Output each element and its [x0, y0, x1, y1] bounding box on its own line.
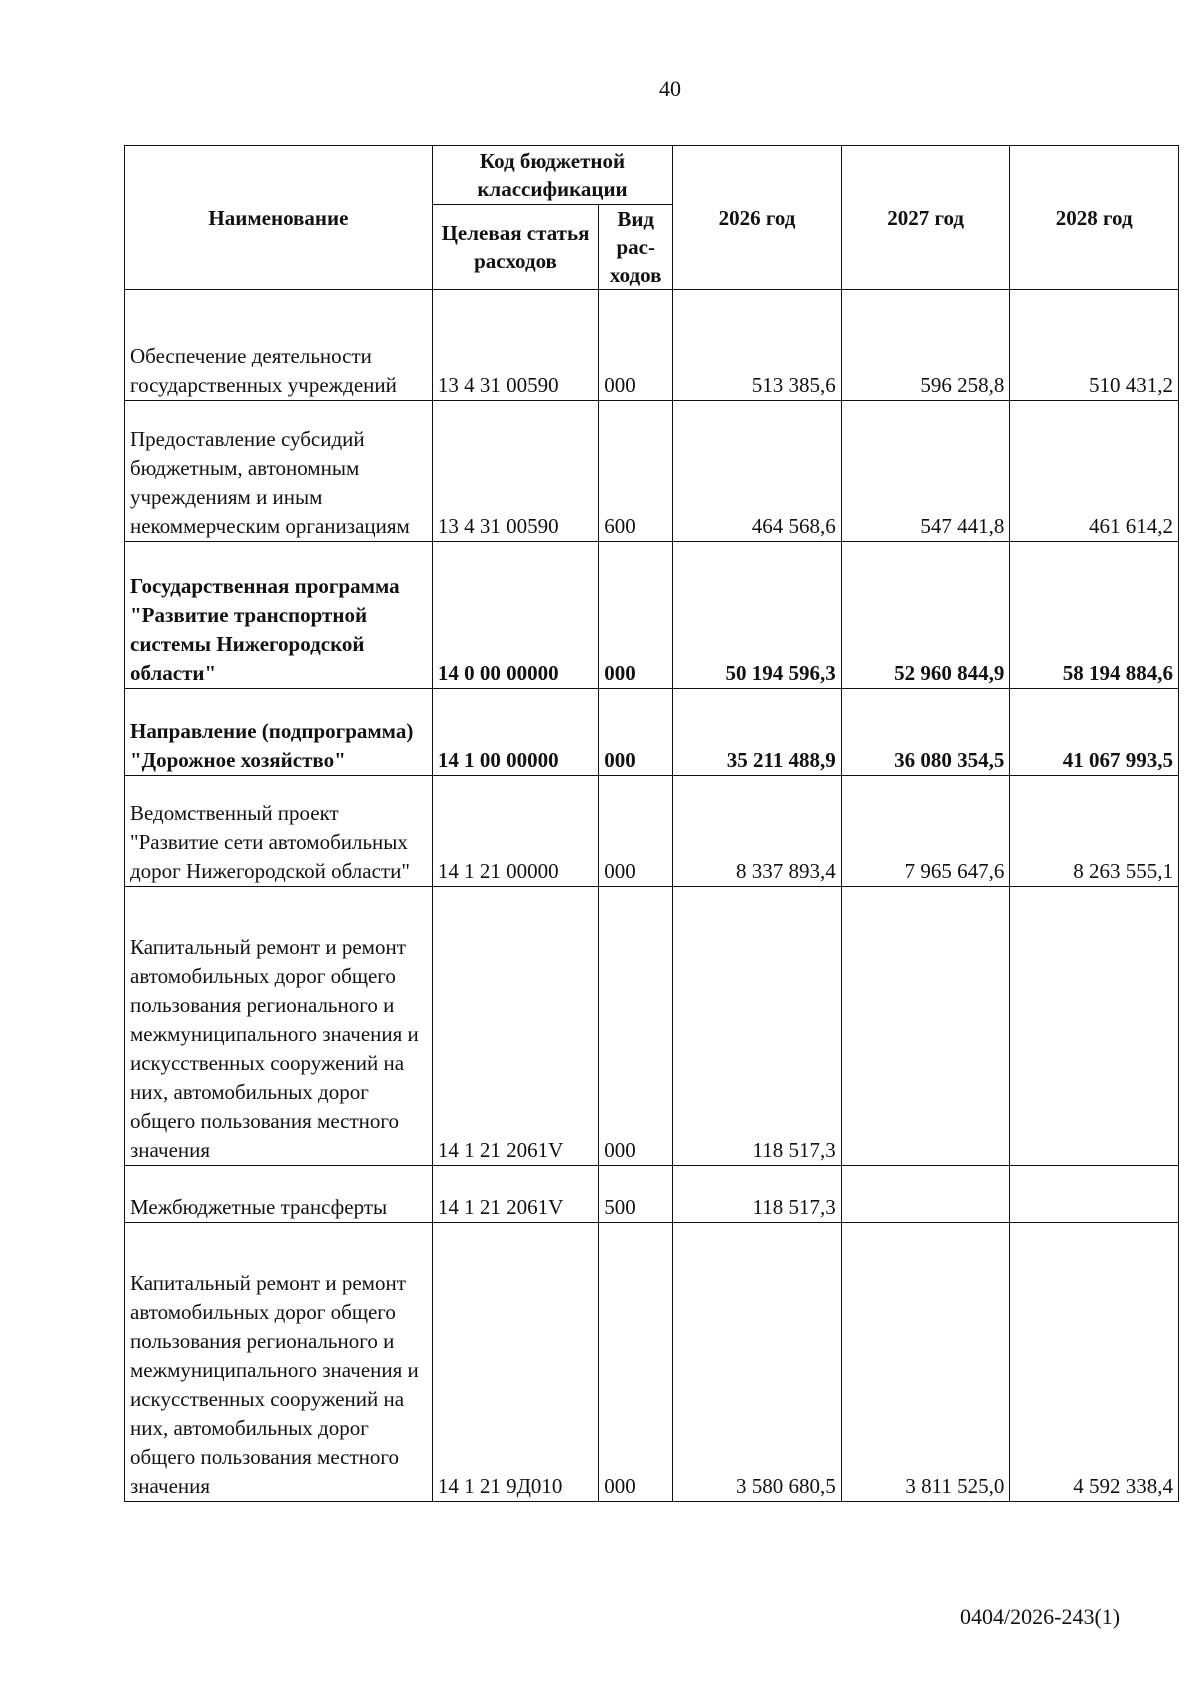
row-name: Ведомственный проект "Развитие сети автомобильных дорог Нижегородской области"	[125, 776, 433, 887]
row-value-2028: 8 263 555,1	[1010, 776, 1179, 887]
row-expense-kind: 000	[599, 689, 673, 776]
row-name: Государственная программа "Развитие транспортной системы Нижегородской области"	[125, 542, 433, 689]
row-name: Капитальный ремонт и ремонт автомобильных дорог общего пользования регионального и межмуниципального значения и искусственных сооружений на них, автомобильных дорог общего пользования местного значения	[125, 887, 433, 1166]
header-name: Наименование	[125, 146, 433, 290]
row-value-2027	[841, 1166, 1010, 1223]
row-target-code: 14 1 21 2061V	[432, 1166, 598, 1223]
table-row	[125, 689, 1179, 776]
row-name: Обеспечение деятельности государственных учреждений	[125, 290, 433, 401]
header-target: Целевая статья расходов	[432, 205, 598, 290]
table-row	[125, 887, 1179, 1166]
row-value-2027: 36 080 354,5	[841, 689, 1010, 776]
row-value-2028: 41 067 993,5	[1010, 689, 1179, 776]
header-2026: 2026 год	[673, 146, 842, 290]
row-target-code: 14 1 21 2061V	[432, 887, 598, 1166]
row-value-2026: 50 194 596,3	[673, 542, 842, 689]
row-value-2027: 3 811 525,0	[841, 1223, 1010, 1502]
header-2028: 2028 год	[1010, 146, 1179, 290]
document-id: 0404/2026-243(1)	[960, 1604, 1121, 1629]
row-target-code: 14 1 21 9Д010	[432, 1223, 598, 1502]
row-expense-kind: 600	[599, 401, 673, 542]
row-value-2026: 118 517,3	[673, 1166, 842, 1223]
table-row	[125, 401, 1179, 542]
row-target-code: 13 4 31 00590	[432, 290, 598, 401]
header-kind: Вид рас-ходов	[599, 205, 673, 290]
page-number: 40	[659, 76, 681, 101]
row-value-2027	[841, 887, 1010, 1166]
row-value-2027: 52 960 844,9	[841, 542, 1010, 689]
row-value-2027: 596 258,8	[841, 290, 1010, 401]
budget-table	[124, 145, 1179, 1502]
row-name: Капитальный ремонт и ремонт автомобильных дорог общего пользования регионального и межмуниципального значения и искусственных сооружений на них, автомобильных дорог общего пользования местного значения	[125, 1223, 433, 1502]
table-row	[125, 542, 1179, 689]
row-value-2027: 547 441,8	[841, 401, 1010, 542]
row-value-2028: 510 431,2	[1010, 290, 1179, 401]
row-value-2028: 4 592 338,4	[1010, 1223, 1179, 1502]
row-name: Предоставление субсидий бюджетным, автономным учреждениям и иным некоммерческим организациям	[125, 401, 433, 542]
row-value-2027: 7 965 647,6	[841, 776, 1010, 887]
row-target-code: 14 0 00 00000	[432, 542, 598, 689]
row-value-2026: 35 211 488,9	[673, 689, 842, 776]
row-value-2028	[1010, 887, 1179, 1166]
row-name: Межбюджетные трансферты	[125, 1166, 433, 1223]
row-target-code: 13 4 31 00590	[432, 401, 598, 542]
row-value-2028: 461 614,2	[1010, 401, 1179, 542]
table-row	[125, 1223, 1179, 1502]
row-value-2026: 464 568,6	[673, 401, 842, 542]
row-target-code: 14 1 00 00000	[432, 689, 598, 776]
row-expense-kind: 500	[599, 1166, 673, 1223]
row-target-code: 14 1 21 00000	[432, 776, 598, 887]
table-row	[125, 1166, 1179, 1223]
row-value-2026: 118 517,3	[673, 887, 842, 1166]
row-expense-kind: 000	[599, 776, 673, 887]
row-value-2028: 58 194 884,6	[1010, 542, 1179, 689]
row-value-2028	[1010, 1166, 1179, 1223]
row-expense-kind: 000	[599, 1223, 673, 1502]
header-code-group: Код бюджетной классификации	[432, 146, 672, 205]
table-row	[125, 290, 1179, 401]
row-value-2026: 3 580 680,5	[673, 1223, 842, 1502]
row-expense-kind: 000	[599, 290, 673, 401]
header-2027: 2027 год	[841, 146, 1010, 290]
row-expense-kind: 000	[599, 542, 673, 689]
row-value-2026: 8 337 893,4	[673, 776, 842, 887]
row-value-2026: 513 385,6	[673, 290, 842, 401]
table-row	[125, 776, 1179, 887]
row-name: Направление (подпрограмма) "Дорожное хозяйство"	[125, 689, 433, 776]
row-expense-kind: 000	[599, 887, 673, 1166]
